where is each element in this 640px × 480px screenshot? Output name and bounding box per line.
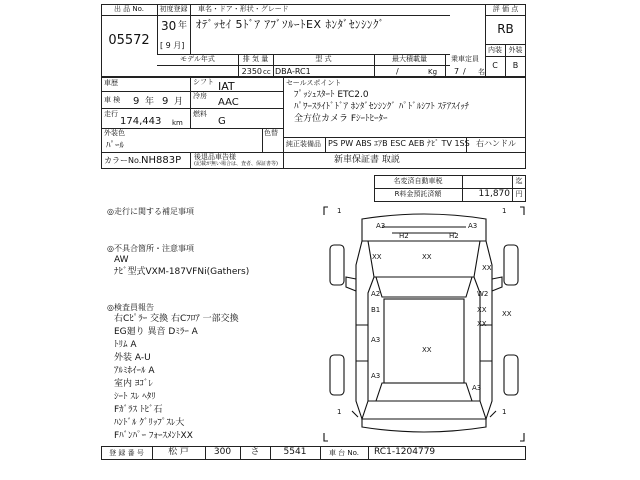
reg-area: 松 戸 bbox=[168, 447, 189, 457]
warranty-label: 後退品車告様 bbox=[194, 153, 236, 161]
recycle-label: R料金預託済額 bbox=[394, 190, 442, 198]
exterior-score: B bbox=[512, 61, 519, 70]
sales-point: 全方位カメラ Fｼｰﾄﾋｰﾀｰ bbox=[294, 114, 388, 124]
lot-number: 05572 bbox=[108, 33, 150, 48]
reg-kana: さ bbox=[250, 447, 260, 457]
capacity-slash: / bbox=[463, 67, 466, 76]
max-load-value: / bbox=[396, 67, 399, 76]
damage-mark: W2 bbox=[477, 290, 489, 298]
capacity-value: 7 bbox=[454, 67, 460, 76]
driving-notes-label: ◎走行に関する補足事項 bbox=[107, 207, 194, 216]
damage-mark: H2 bbox=[449, 232, 459, 240]
ext-color-value: ﾊﾟｰﾙ bbox=[106, 141, 125, 151]
mileage-value: 174,443 bbox=[120, 116, 162, 127]
damage-mark: XX bbox=[372, 253, 382, 261]
recycle-value: 11,870 bbox=[478, 189, 510, 199]
corner-mark: 1 bbox=[337, 207, 342, 215]
eval-score: RB bbox=[497, 22, 514, 36]
first-reg-year-unit: 年 bbox=[178, 21, 188, 31]
damage-mark: A3 bbox=[468, 222, 478, 230]
max-load-label: 最大積載量 bbox=[392, 55, 427, 63]
kg-unit: Kg bbox=[428, 68, 438, 76]
inspector-item: ﾊﾝﾄﾞﾙ ｸﾞﾘｯﾌﾟｽﾚ大 bbox=[114, 418, 185, 428]
damage-mark: A3 bbox=[376, 222, 386, 230]
first-reg-month: [ 9 月] bbox=[160, 41, 185, 50]
car-damage-diagram bbox=[322, 205, 526, 443]
first-reg-label: 初度登録 bbox=[159, 5, 188, 13]
inspector-item: 外装 A-U bbox=[114, 353, 151, 363]
inspection-year: 9 bbox=[133, 96, 140, 107]
reg-class: 300 bbox=[213, 447, 232, 457]
corner-mark: 1 bbox=[502, 207, 507, 215]
chassis-label: 車歴 bbox=[104, 79, 118, 87]
damage-mark: XX bbox=[482, 264, 492, 272]
defect-item: AW bbox=[114, 255, 129, 265]
inspector-label: ◎検査員報告 bbox=[107, 303, 154, 312]
frame-number: RC1-1204779 bbox=[374, 447, 436, 457]
sales-point: ﾊﾟﾜｰｽﾗｲﾄﾞﾄﾞｱ ﾎﾝﾀﾞｾﾝｼﾝｸﾞ ﾊﾟﾄﾞﾙｼﾌﾄ ｽﾃｱｽｲｯﾁ bbox=[294, 102, 470, 112]
inspector-item: EG廻り 異音 Dﾐﾗｰ A bbox=[114, 327, 198, 337]
inspector-item: Fﾊﾞﾝﾊﾟｰ ﾌｫｰｽﾒﾝﾄXX bbox=[114, 431, 193, 441]
model-type-value: DBA-RC1 bbox=[275, 67, 311, 76]
damage-mark: A3 bbox=[371, 336, 381, 344]
inspector-item: Fｶﾞﾗｽ ﾄﾋﾞ石 bbox=[114, 405, 163, 415]
interior-score: C bbox=[492, 61, 498, 70]
frame-label: 車 台 No. bbox=[328, 449, 360, 457]
corner-mark: 1 bbox=[337, 408, 342, 416]
car-name-label: 車名・ドア・形状・グレード bbox=[198, 5, 289, 13]
car-outline-icon bbox=[322, 205, 526, 443]
inspector-item: 室内 ﾖｺﾞﾚ bbox=[114, 379, 153, 389]
fuel-label: 燃料 bbox=[193, 110, 207, 118]
recycle-unit: 円 bbox=[515, 190, 523, 198]
model-year-label: モデル年式 bbox=[180, 55, 215, 63]
displacement-label: 排 気 量 bbox=[242, 55, 269, 63]
mileage-label: 走行 bbox=[104, 110, 118, 118]
reg-number: 5541 bbox=[283, 447, 307, 457]
int-color-label: 色替 bbox=[264, 129, 278, 137]
km-unit: km bbox=[172, 119, 183, 127]
capacity-label: 乗車定員 bbox=[451, 55, 479, 63]
tax-unit: 迄 bbox=[515, 177, 523, 185]
exterior-label: 外装 bbox=[508, 46, 523, 54]
damage-mark: A3 bbox=[472, 384, 482, 392]
car-name: ｵﾃﾞｯｾｲ 5ﾄﾞｱ ｱﾌﾞｿﾙｰﾄEX ﾎﾝﾀﾞｾﾝｼﾝｸﾞ bbox=[196, 18, 385, 31]
cc-unit: cc bbox=[263, 68, 271, 76]
displacement-value: 2350 bbox=[241, 67, 262, 76]
eval-label: 評 価 点 bbox=[492, 5, 519, 13]
fuel-value: G bbox=[218, 116, 226, 127]
sales-label: セールスポイント bbox=[286, 79, 342, 87]
interior-label: 内装 bbox=[488, 46, 502, 54]
color-no-label: カラーNo. bbox=[104, 156, 142, 165]
inspector-item: ｱﾙﾐﾎｲｰﾙ A bbox=[114, 366, 155, 376]
shift-value: IAT bbox=[218, 80, 235, 93]
reg-label: 登 録 番 号 bbox=[109, 449, 144, 457]
damage-mark: XX bbox=[477, 306, 487, 314]
inspection-month: 9 bbox=[162, 96, 169, 107]
damage-mark: B1 bbox=[371, 306, 381, 314]
shift-label: シフト bbox=[193, 78, 214, 86]
corner-mark: 1 bbox=[502, 408, 507, 416]
ac-value: AAC bbox=[218, 97, 239, 108]
damage-mark: A3 bbox=[371, 372, 381, 380]
damage-mark: XX bbox=[502, 310, 512, 318]
lot-label: 出 品 No. bbox=[113, 5, 145, 13]
ac-label: 冷房 bbox=[193, 92, 207, 100]
ext-color-label: 外装色 bbox=[104, 129, 125, 137]
first-reg-year: 30 bbox=[161, 19, 177, 33]
type-label: 型 式 bbox=[315, 55, 332, 63]
equip-label: 純正装備品 bbox=[286, 140, 321, 148]
warranty-sub: (記載が無い場合は、査者、保証書等) bbox=[194, 161, 278, 167]
inspector-item: ｼｰﾄ ｽﾚ ﾍﾀﾘ bbox=[114, 392, 156, 402]
equipment-value: PS PW ABS ｴｱB ESC AEB ﾅﾋﾞ TV 1SS bbox=[328, 139, 470, 148]
capacity-unit: 名 bbox=[478, 68, 485, 76]
defect-item: ﾅﾋﾞ型式VXM-187VFNi(Gathers) bbox=[114, 267, 250, 277]
inspector-item: ﾄﾘﾑ A bbox=[114, 340, 137, 350]
inspection-month-unit: 月 bbox=[174, 97, 184, 107]
damage-mark: XX bbox=[477, 320, 487, 328]
damage-mark: A2 bbox=[371, 290, 381, 298]
inspection-label: 車 検 bbox=[104, 96, 121, 104]
inspection-year-unit: 年 bbox=[145, 97, 155, 107]
defects-label: ◎不具合箇所・注意事項 bbox=[107, 244, 194, 253]
damage-mark: XX bbox=[422, 253, 432, 261]
tax-label: 名変済自動車税 bbox=[393, 177, 443, 185]
handle-value: 右ハンドル bbox=[476, 139, 516, 148]
sales-point: ﾌﾟｯｼｭｽﾀｰﾄ ETC2.0 bbox=[294, 90, 369, 100]
manual-value: 新車保証書 取説 bbox=[334, 155, 400, 165]
inspector-item: 右Cﾋﾟﾗｰ 交換 右Cﾌﾛｱ 一部交換 bbox=[114, 314, 239, 324]
color-no-value: NH883P bbox=[141, 155, 182, 166]
damage-mark: XX bbox=[422, 346, 432, 354]
damage-mark: H2 bbox=[399, 232, 409, 240]
